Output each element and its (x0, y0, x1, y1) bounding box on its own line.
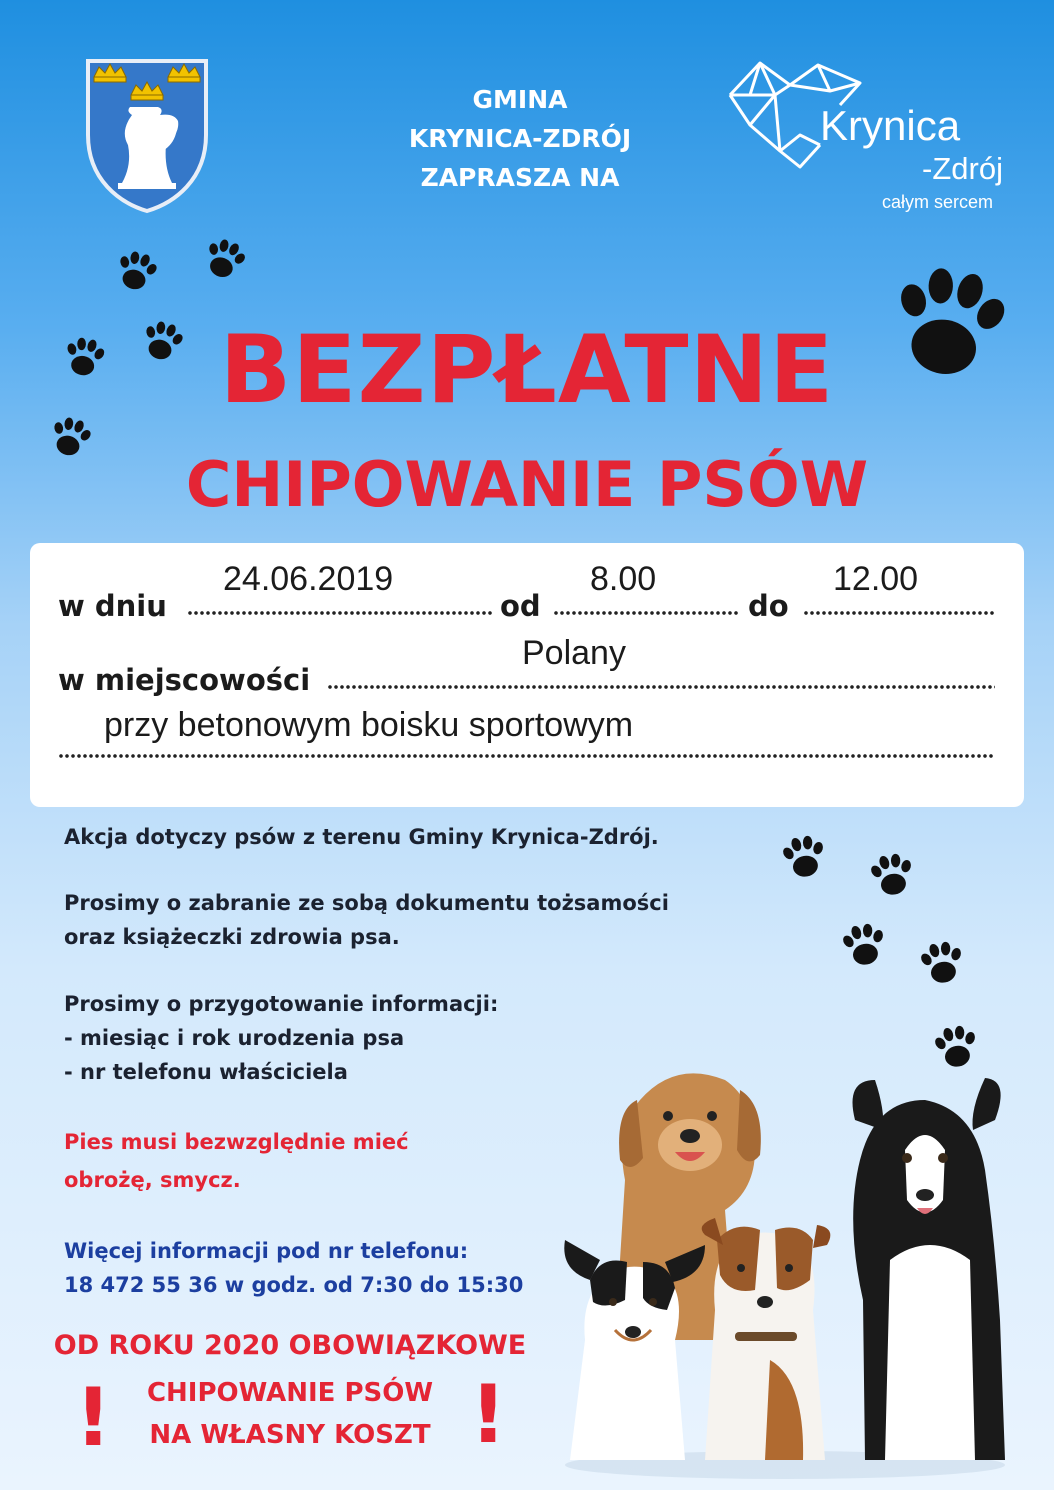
to-dotted-line (803, 611, 995, 615)
place-label: w miejscowości (58, 663, 311, 697)
organizer-line-3: ZAPRASZA NA (420, 163, 620, 192)
event-details-box (30, 543, 1024, 807)
logo-wordmark: Krynica (820, 102, 961, 149)
documents-line-1: Prosimy o zabranie ze sobą dokumentu tożsamości (64, 891, 669, 915)
coat-of-arms-icon (82, 55, 212, 215)
location-value: przy betonowym boisku sportowym (104, 706, 634, 744)
notice-line-1: OD ROKU 2020 OBOWIĄZKOWE (53, 1330, 527, 1361)
dogs-illustration (545, 1040, 1015, 1480)
prepare-title: Prosimy o przygotowanie informacji: (64, 992, 499, 1016)
from-label: od (500, 589, 541, 623)
exclamation-left-icon: ! (75, 1371, 112, 1464)
notice-line-3: NA WŁASNY KOSZT (149, 1420, 431, 1450)
end-time-value: 12.00 (833, 560, 919, 598)
contact-phone: 18 472 55 36 w godz. od 7:30 do 15:30 (64, 1273, 524, 1297)
documents-line-2: oraz książeczki zdrowia psa. (64, 925, 400, 949)
paw-icon (838, 920, 890, 972)
location-dotted-line (58, 754, 995, 758)
prepare-item-2: - nr telefonu właściciela (64, 1060, 348, 1084)
organizer-line-2: KRYNICA-ZDRÓJ (408, 124, 632, 153)
date-dotted-line (187, 611, 492, 615)
start-time-value: 8.00 (590, 560, 657, 598)
jack-russell-dog (702, 1218, 831, 1460)
paw-icon (112, 248, 160, 296)
contact-line-1: Więcej informacji pod nr telefonu: (64, 1239, 469, 1263)
place-dotted-line (327, 685, 995, 689)
paw-icon (200, 236, 248, 284)
date-label: w dniu (58, 589, 167, 623)
logo-wordmark-2: -Zdrój (922, 151, 1003, 186)
logo-tagline: całym sercem (882, 192, 994, 212)
scope-text: Akcja dotyczy psów z terenu Gminy Krynica-Zdrój. (64, 825, 659, 849)
organizer-text (370, 80, 670, 197)
notice-line-2: CHIPOWANIE PSÓW (146, 1378, 434, 1408)
from-dotted-line (553, 611, 740, 615)
to-label: do (748, 589, 789, 623)
date-value: 24.06.2019 (223, 560, 394, 598)
place-value: Polany (522, 634, 626, 672)
organizer-line-1: GMINA (472, 85, 568, 114)
requirement-line-2: obrożę, smycz. (64, 1168, 241, 1192)
border-collie-dog (853, 1078, 1006, 1460)
paw-icon (866, 850, 918, 902)
prepare-item-1: - miesiąc i rok urodzenia psa (64, 1026, 405, 1050)
paw-icon (778, 832, 830, 884)
puppy-dog (564, 1240, 705, 1460)
exclamation-right-icon: ! (470, 1368, 507, 1461)
requirement-line-1: Pies musi bezwzględnie mieć (64, 1130, 409, 1154)
headline-chipping: CHIPOWANIE PSÓW (185, 448, 869, 521)
paw-icon (916, 938, 968, 990)
headline-free: BEZPŁATNE (219, 316, 835, 425)
